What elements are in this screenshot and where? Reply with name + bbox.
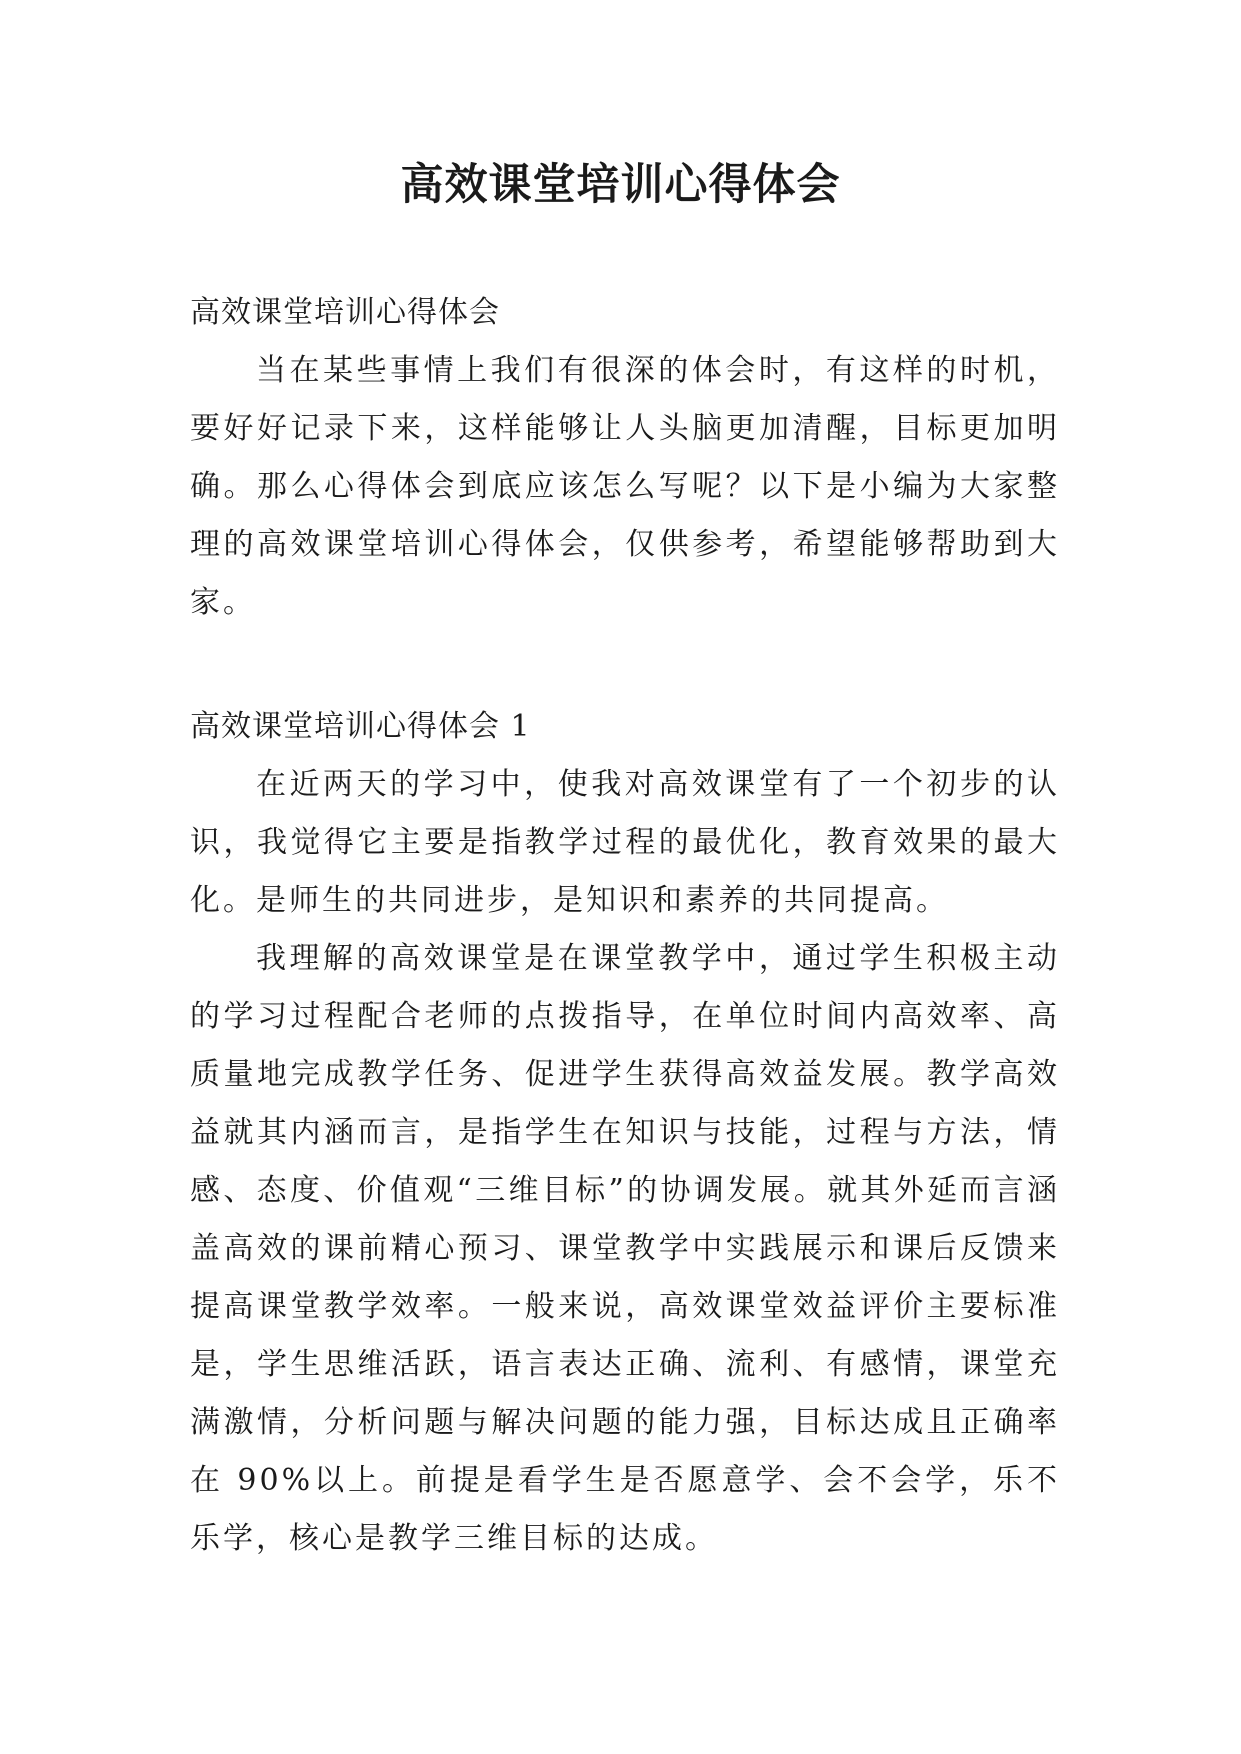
intro-heading: 高效课堂培训心得体会	[190, 295, 500, 330]
section-spacer	[190, 632, 1060, 698]
body-paragraph: 我理解的高效课堂是在课堂教学中，通过学生积极主动的学习过程配合老师的点拨指导，在单位时间内高效率、高质量地完成教学任务、促进学生获得高效益发展。教学高效益就其内涵而言，是指学生在知识与技能，过程与方法，情感、态度、价值观“三维目标”的协调发展。就其外延而言涵盖高效的课前精心预习、课堂教学中实践展示和课后反馈来提高课堂教学效率。一般来说，高效课堂效益评价主要标准是，学生思维活跃，语言表达正确、流利、有感情，课堂充满激情，分析问题与解决问题的能力强，目标达成且正确率在 90%以上。前提是看学生是否愿意学、会不会学，乐不乐学，核心是教学三维目标的达成。	[190, 941, 1060, 1556]
intro-paragraph: 当在某些事情上我们有很深的体会时，有这样的时机，要好好记录下来，这样能够让人头脑更加清醒，目标更加明确。那么心得体会到底应该怎么写呢？以下是小编为大家整理的高效课堂培训心得体会，仅供参考，希望能够帮助到大家。	[190, 353, 1060, 620]
page-title: 高效课堂培训心得体会	[400, 160, 841, 210]
body-paragraph: 在近两天的学习中，使我对高效课堂有了一个初步的认识，我觉得它主要是指教学过程的最优化，教育效果的最大化。是师生的共同进步，是知识和素养的共同提高。	[190, 767, 1060, 918]
section-heading: 高效课堂培训心得体会 1	[190, 709, 531, 744]
document-body	[190, 284, 1060, 1568]
